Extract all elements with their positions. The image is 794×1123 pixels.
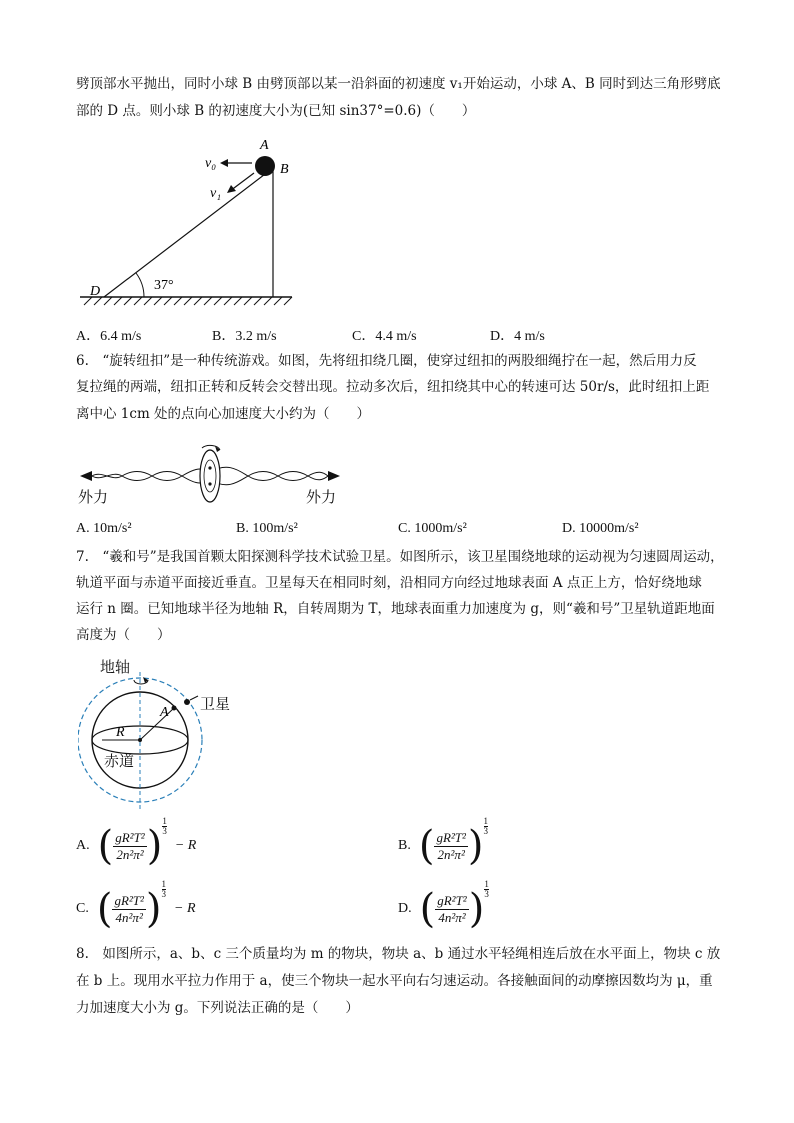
q7-option-a-den: 2n²π² [116, 846, 144, 862]
q8-text-line1: 8. 如图所示，a、b、c 三个质量均为 m 的物块，物块 a、b 通过水平轻绳相连后放在水平面上，物块 c 放 [76, 946, 721, 962]
q7-option-c-exp-num: 1 [161, 878, 167, 889]
q7-text-line1: 7. “羲和号”是我国首颗太阳探测科学技术试验卫星。如图所示，该卫星围绕地球的运动视为匀速圆周运动， [76, 549, 724, 565]
q6-option-d[interactable]: D. 10000m/s² [562, 521, 639, 536]
q7-option-b-exp-num: 1 [483, 815, 489, 826]
q5-text-line1: 劈顶部水平抛出，同时小球 B 由劈顶部以某一沿斜面的初速度 v₁开始运动，小球 A、B 同时到达三角形劈底 [76, 76, 721, 92]
q6-option-b[interactable]: B. 100m/s² [236, 521, 298, 536]
q5-option-d[interactable]: D．4 m/s [490, 329, 545, 344]
q8-text-line2: 在 b 上。现用水平拉力作用于 a，使三个物块一起水平向右匀速运动。各接触面间的动摩擦因数均为 μ，重 [76, 973, 713, 989]
q7-option-d[interactable]: D. ( $\frac{\text{gR²T²}}{\text{4n²π²}}$ ) $\frac{1}{3}$ [398, 878, 489, 932]
label-D: D [90, 284, 101, 299]
q6-option-c[interactable]: C. 1000m/s² [398, 521, 467, 536]
q5-wedge-figure [70, 135, 300, 315]
q5-text-line2: 部的 D 点。则小球 B 的初速度大小为(已知 sin37°=0.6)（ ） [76, 103, 476, 119]
label-v1: v₁ [210, 186, 222, 201]
q7-option-c-exp-den: 3 [161, 888, 167, 899]
label-R: R [116, 725, 125, 740]
q7-option-a-num: gR²T² [115, 829, 145, 845]
q7-option-b-den: 2n²π² [437, 846, 465, 862]
q5-option-b[interactable]: B．3.2 m/s [212, 329, 277, 344]
q6-text-line3: 离中心 1cm 处的点向心加速度大小约为（ ） [76, 406, 371, 422]
q6-text-line1: 6. “旋转纽扣”是一种传统游戏。如图，先将纽扣绕几圈，使穿过纽扣的两股细绳拧在一起，然后用力反 [76, 353, 697, 369]
q6-text-line2: 复拉绳的两端，纽扣正转和反转会交替出现。拉动多次后，纽扣绕其中心的转速可达 50r/s，此时纽扣上距 [76, 379, 710, 395]
q7-option-c-den: 4n²π² [115, 909, 143, 925]
q7-option-b-label: B. [398, 838, 411, 853]
label-v0: v₀ [205, 156, 217, 171]
q7-label-equator: 赤道 [104, 752, 135, 770]
q7-option-d-label: D. [398, 901, 412, 916]
q7-option-a-label: A. [76, 838, 90, 853]
ball-icon [255, 156, 275, 176]
q7-option-b[interactable]: B. ( $\frac{\text{gR²T²}}{\text{2n²π²}}$ ) $\frac{1}{3}$ [398, 815, 489, 869]
q7-option-b-num: gR²T² [436, 829, 466, 845]
q6-option-a[interactable]: A. 10m/s² [76, 521, 132, 536]
q7-option-a-exp-den: 3 [162, 825, 167, 836]
q7-text-line4: 高度为（ ） [76, 627, 171, 643]
q7-option-d-num: gR²T² [437, 892, 467, 908]
q7-option-d-exp-num: 1 [484, 878, 489, 889]
button-disc-icon [200, 450, 220, 502]
q7-option-a-exp-num: 1 [162, 815, 167, 826]
q7-text-line2: 轨道平面与赤道平面接近垂直。卫星每天在相同时刻，沿相同方向经过地球表面 A 点正上方，恰好绕地球 [76, 575, 702, 591]
q8-text-line3: 力加速度大小为 g。下列说法正确的是（ ） [76, 1000, 359, 1016]
q7-option-d-den: 4n²π² [438, 909, 466, 925]
q7-option-c-num: gR²T² [114, 892, 144, 908]
q7-earth-figure [78, 652, 248, 820]
q6-label-right-force: 外力 [306, 488, 337, 506]
q7-option-c-tail: − R [174, 901, 196, 916]
label-B: B [280, 162, 289, 177]
q7-option-c-label: C. [76, 901, 89, 916]
q5-option-c[interactable]: C．4.4 m/s [352, 329, 417, 344]
q7-option-b-exp-den: 3 [483, 825, 489, 836]
q7-option-d-exp-den: 3 [484, 888, 489, 899]
q6-label-left-force: 外力 [78, 488, 109, 506]
label-angle: 37° [154, 278, 174, 293]
label-A-point: A [160, 705, 169, 720]
q7-text-line3: 运行 n 圈。已知地球半径为地轴 R，自转周期为 T，地球表面重力加速度为 g，则“羲和号”卫星轨道距地面 [76, 601, 715, 617]
q7-option-a[interactable]: A. ( $\frac{\text{gR²T²}}{\text{2n²π²}}$ ) $\frac{1}{3}$ − R [76, 815, 197, 869]
q5-option-a[interactable]: A．6.4 m/s [76, 329, 142, 344]
label-A: A [260, 138, 269, 153]
q7-option-a-tail: − R [174, 838, 197, 853]
q7-option-c[interactable]: C. ( $\frac{\text{gR²T²}}{\text{4n²π²}}$ ) $\frac{1}{3}$ − R [76, 878, 196, 932]
q7-label-satellite: 卫星 [200, 695, 231, 713]
q7-label-axis: 地轴 [100, 658, 131, 676]
satellite-icon [184, 699, 190, 705]
